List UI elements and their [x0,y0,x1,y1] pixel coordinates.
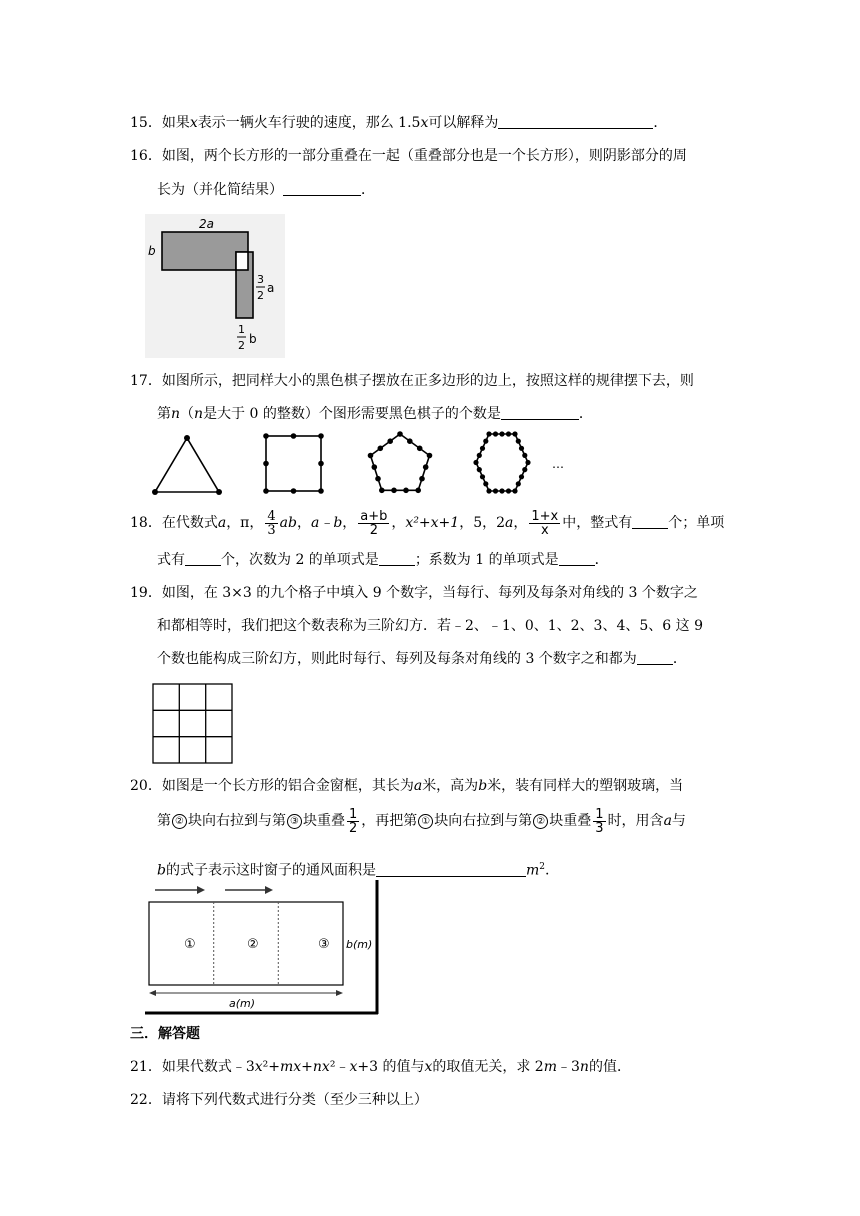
punctuation: ， [391,515,406,531]
variable: x [189,115,198,131]
question-text: 如果代数式﹣3 [161,1059,255,1075]
question-text: 在代数式 [161,515,218,531]
answer-blank[interactable] [185,551,221,566]
horizontal-rectangle [162,232,248,270]
answer-blank[interactable] [501,405,579,420]
punctuation: ． [594,552,609,568]
pane-number: ① [418,814,433,829]
chess-piece [152,489,158,495]
pane-2-label: ② [247,937,259,952]
question-text: 的式子表示这时窗子的通风面积是 [165,862,376,879]
question-19-line3 [157,649,687,669]
variable: x [420,115,429,131]
answer-blank[interactable] [632,514,668,529]
question-text: 个数也能构成三阶幻方，则此时每行、每列及每条对角线的 3 个数字之和都为 [157,651,637,667]
overlap-rectangle [236,252,248,270]
question-text: （ [180,406,195,422]
question-text: ﹣3 [557,1059,580,1075]
pane-1-label: ① [184,937,196,952]
chess-piece [318,433,324,439]
variable: m [543,1059,557,1075]
question-text: ，π， [226,515,264,531]
fraction-4-3 [265,510,277,537]
fraction-1-3 [593,808,605,835]
question-text: 块向右拉到与第 [188,813,286,829]
height-label: b(m) [346,938,373,951]
label-bottom-numerator: 1 [238,323,245,336]
question-text: 长为（并化简结果） [157,182,283,198]
answer-blank[interactable] [376,862,526,877]
chess-piece [263,433,269,439]
question-text: 如图是一个长方形的铝合金窗框，其长为 [161,778,414,794]
punctuation: ， [513,515,528,531]
variable: a [663,813,672,829]
chess-piece [216,489,222,495]
question-text: ²﹣ [329,1059,350,1075]
question-text: 请将下列代数式进行分类（至少三种以上） [161,1092,428,1108]
answer-blank[interactable] [283,181,361,196]
denominator: 2 [369,522,378,538]
answer-blank[interactable] [379,551,415,566]
question-text: 个，次数为 2 的单项式是 [221,552,379,568]
question-text: 的取值无关，求 2 [432,1059,544,1075]
question-text: 是大于 0 的整数）个图形需要黑色棋子的个数是 [203,406,501,422]
question-16 [130,146,687,166]
punctuation: ． [672,651,687,667]
chess-piece [318,488,324,494]
question-text: 的值． [588,1059,631,1075]
unit-exponent: 2 [539,862,545,872]
question-text: 如果 [161,115,190,131]
label-right-variable: a [267,281,275,295]
question-text: 中，整式有 [562,515,633,531]
question-18-line2 [157,550,609,570]
variable: x [254,1059,263,1075]
arrow-right-2-head [265,886,273,894]
variable: a [505,515,514,531]
label-bottom-denominator: 2 [238,339,245,352]
punctuation: ， [296,515,311,531]
window-frame-figure [145,880,381,1016]
variable: a [413,778,423,794]
question-21 [130,1057,631,1077]
polygon-chess-figure [140,430,580,502]
punctuation: . [544,862,550,879]
label-right-denominator: 2 [257,289,264,302]
label-bottom-variable: b [249,332,257,346]
width-label: a(m) [229,997,256,1010]
punctuation: ． [578,406,593,422]
variable: n [194,406,204,422]
variable: mx [280,1059,302,1075]
pane-number: ② [172,814,187,829]
width-arrow-right [336,990,343,996]
chess-piece [318,461,324,467]
question-text: ²+ [262,1059,280,1075]
section-title: 三．解答题 [130,1026,200,1042]
chess-piece [263,488,269,494]
question-15 [130,113,667,133]
variable: x [349,1059,358,1075]
question-19 [130,583,698,603]
question-text: ，5，2 [459,515,506,531]
variable: b [478,778,488,794]
pane-3-label: ③ [318,937,330,952]
question-text: 和都相等时，我们把这个数表称为三阶幻方．若﹣2、﹣1、0、1、2、3、4、5、6 这 9 [157,618,703,634]
magic-square-grid [152,683,234,765]
variable: nx [312,1059,330,1075]
question-number: 22． [130,1092,162,1108]
numerator: a+b [360,508,388,524]
question-text: 可以解释为 [428,115,499,131]
numerator: 1+x [531,508,559,524]
question-number: 21． [130,1059,162,1075]
question-17 [130,371,694,391]
question-text: 如图，两个长方形的一部分重叠在一起（重叠部分也是一个长方形），则阴影部分的周 [161,148,687,164]
width-arrow-left [149,990,156,996]
variable: n [171,406,181,422]
pane-number: ② [533,814,548,829]
question-text: 第 [157,813,171,829]
question-text: ，再把第 [361,813,418,829]
chess-piece [291,433,297,439]
question-20 [130,776,683,796]
question-text: 块重叠 [549,813,592,829]
question-text: 第 [157,406,171,422]
chess-piece [184,435,190,441]
question-20-line3 [157,857,549,881]
overlapping-rectangles-figure [145,214,285,358]
question-18 [130,508,724,538]
denominator: 3 [267,522,276,538]
question-text: 如图所示，把同样大小的黑色棋子摆放在正多边形的边上，按照这样的规律摆下去，则 [161,373,694,389]
fraction-a-plus-b [358,510,389,537]
grid-border [153,684,232,763]
question-text: 时，用含 [607,813,664,829]
label-2a: 2a [199,217,214,231]
variable: n [579,1059,589,1075]
hexagon-pieces [473,431,530,493]
punctuation: ． [653,115,668,131]
question-number: 17． [130,373,162,389]
numerator: 1 [349,806,358,822]
answer-blank[interactable] [637,650,673,665]
fraction-1-plus-x [529,510,560,537]
variable: x [424,1059,433,1075]
expression: x²+x+1 [405,515,460,531]
answer-blank[interactable] [559,551,595,566]
square [266,436,321,491]
question-text: +3 的值与 [357,1059,425,1075]
question-number: 15． [130,115,162,131]
question-text: ；系数为 1 的单项式是 [414,552,559,568]
question-text: + [301,1059,313,1075]
ellipsis: … [552,457,564,471]
question-number: 18． [130,515,162,531]
label-right-numerator: 3 [257,273,264,286]
label-b: b [148,244,156,258]
variable: b [157,862,166,879]
question-17-line2 [157,404,593,424]
question-text: 如图，在 3×3 的九个格子中填入 9 个数字，当每行、每列及每条对角线的 3 个数字之 [161,585,698,601]
question-text: 米，装有同样大的塑钢玻璃，当 [487,778,684,794]
denominator: x [540,522,549,538]
question-text: 块重叠 [303,813,345,829]
denominator: 3 [595,820,604,836]
expression: a﹣b [310,515,343,531]
answer-blank[interactable] [498,114,653,129]
question-text: 米，高为 [422,778,479,794]
chess-piece [291,488,297,494]
arrow-right-1-head [197,886,205,894]
numerator: 4 [267,508,276,524]
question-text: 式有 [157,552,185,568]
variable: a [217,515,227,531]
question-text: 块向右拉到与第 [434,813,533,829]
denominator: 2 [349,820,358,836]
question-16-line2 [157,180,375,200]
triangle [155,438,219,492]
numerator: 1 [595,806,604,822]
question-number: 19． [130,585,162,601]
question-text: 与 [671,813,686,829]
variable: ab [279,515,297,531]
punctuation: ． [361,182,375,198]
chess-piece [263,461,269,467]
question-text: 表示一辆火车行驶的速度，那么 1.5 [197,115,421,131]
fraction-1-2 [347,808,359,835]
question-number: 20． [130,778,162,794]
punctuation: ， [342,515,357,531]
pane-number: ③ [287,814,302,829]
unit: m [525,862,540,879]
question-22 [130,1090,428,1110]
window-frame [149,902,343,985]
pentagon [371,434,430,490]
question-text: 个；单项 [668,515,725,531]
question-19-line2 [157,616,703,636]
question-number: 16． [130,148,162,164]
question-20-line2 [157,806,686,836]
pentagon-pieces [368,431,433,493]
